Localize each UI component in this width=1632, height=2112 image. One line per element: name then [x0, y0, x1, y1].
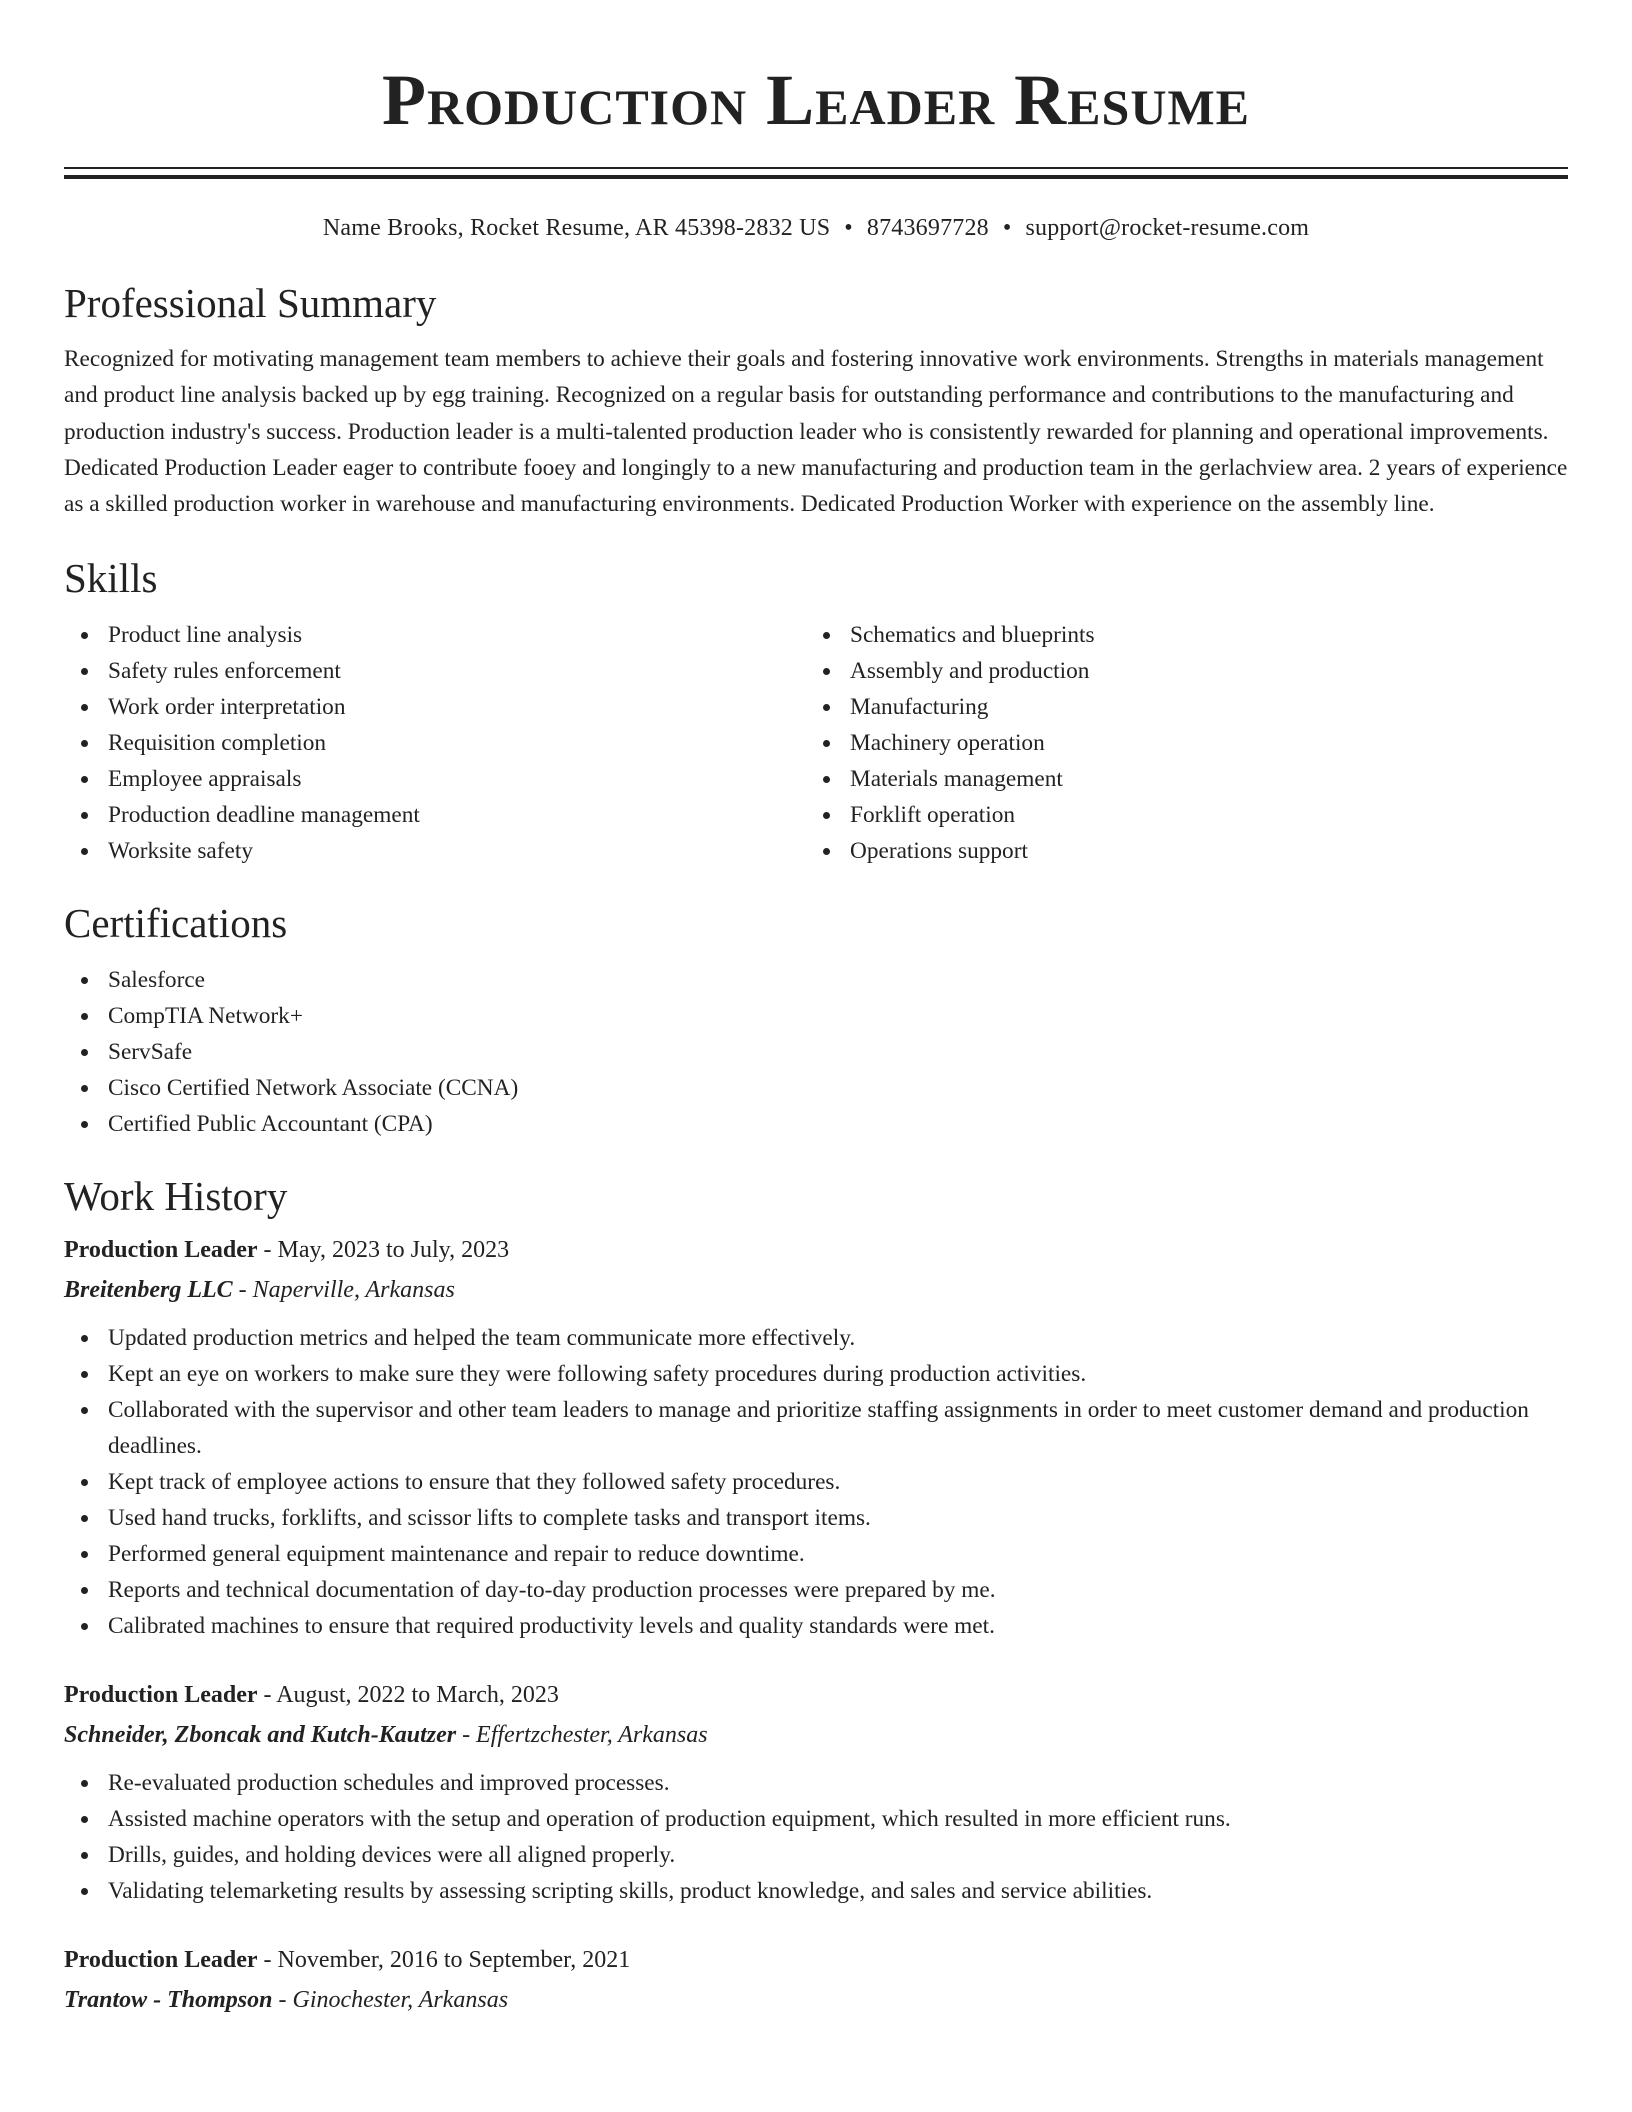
- skill-item: Schematics and blueprints: [806, 617, 1548, 653]
- certification-item: Certified Public Accountant (CPA): [64, 1106, 1568, 1142]
- job-entry: [64, 1940, 1568, 2020]
- certification-item: CompTIA Network+: [64, 998, 1568, 1034]
- certifications-list: [64, 962, 1568, 1142]
- job-company: Breitenberg LLC: [64, 1277, 233, 1304]
- skill-item: Manufacturing: [806, 689, 1548, 725]
- job-duty: Performed general equipment maintenance and repair to reduce downtime.: [64, 1536, 1568, 1572]
- certification-item: Salesforce: [64, 962, 1568, 998]
- job-role: Production Leader: [64, 1682, 258, 1709]
- skill-item: Machinery operation: [806, 725, 1548, 761]
- skill-item: Product line analysis: [64, 617, 806, 653]
- skill-item: Work order interpretation: [64, 689, 806, 725]
- page-title: Production Leader Resume: [382, 60, 1250, 140]
- skills-column-right: [806, 617, 1548, 869]
- job-employer: [64, 1715, 1568, 1755]
- job-duty: Reports and technical documentation of day-to-day production processes were prepared by me.: [64, 1572, 1568, 1608]
- job-duty: Assisted machine operators with the setup and operation of production equipment, which resulted in more efficient runs.: [64, 1801, 1568, 1837]
- contact-line: [64, 213, 1568, 243]
- job-employer: [64, 1270, 1568, 1310]
- job-duties: [64, 1765, 1568, 1909]
- work-history-heading: Work History: [64, 1173, 288, 1220]
- certification-item: ServSafe: [64, 1034, 1568, 1070]
- job-duty: Calibrated machines to ensure that required productivity levels and quality standards were met.: [64, 1608, 1568, 1644]
- contact-email: support@rocket-resume.com: [1025, 215, 1310, 241]
- skills-column-left: [64, 617, 806, 869]
- skill-item: Assembly and production: [806, 653, 1548, 689]
- contact-address: Name Brooks, Rocket Resume, AR 45398-2832 US: [322, 215, 831, 241]
- skills-heading: Skills: [64, 555, 158, 602]
- skill-item: Worksite safety: [64, 833, 806, 869]
- job-header: [64, 1675, 1568, 1715]
- skill-item: Materials management: [806, 761, 1548, 797]
- certification-item: Cisco Certified Network Associate (CCNA): [64, 1070, 1568, 1106]
- contact-phone: 8743697728: [866, 215, 989, 241]
- job-location: - Naperville, Arkansas: [238, 1277, 455, 1304]
- job-header: [64, 1230, 1568, 1270]
- job-employer: [64, 1980, 1568, 2020]
- summary-heading: Professional Summary: [64, 280, 437, 326]
- job-dates: - November, 2016 to September, 2021: [263, 1947, 631, 1974]
- job-dates: - August, 2022 to March, 2023: [263, 1682, 559, 1709]
- job-duties: [64, 1320, 1568, 1644]
- job-role: Production Leader: [64, 1237, 258, 1264]
- job-header: [64, 1940, 1568, 1980]
- job-company: Schneider, Zboncak and Kutch-Kautzer: [64, 1722, 457, 1749]
- certifications-heading: Certifications: [64, 900, 288, 947]
- summary-text: Recognized for motivating management team members to achieve their goals and fostering innovative work environments. Strengths in materials management and product line analysis backed up by egg training. Recognized on a regular basis for outstanding performance and contributions to the manufacturing and production industry's success. Production leader is a multi-talented production leader who is consistently rewarded for planning and operational improvements. Dedicated Production Leader eager to contribute fooey and longingly to a new manufacturing and production team in the gerlachview area. 2 years of experience as a skilled production worker in warehouse and manufacturing environments. Dedicated Production Worker with experience on the assembly line.: [64, 346, 1568, 518]
- skill-item: Production deadline management: [64, 797, 806, 833]
- job-entry: [64, 1230, 1568, 1644]
- contact-separator: •: [844, 215, 853, 241]
- job-duty: Kept track of employee actions to ensure that they followed safety procedures.: [64, 1464, 1568, 1500]
- skill-item: Forklift operation: [806, 797, 1548, 833]
- job-duty: Drills, guides, and holding devices were all aligned properly.: [64, 1837, 1568, 1873]
- job-location: - Ginochester, Arkansas: [278, 1987, 509, 2014]
- job-duty: Collaborated with the supervisor and other team leaders to manage and prioritize staffing assignments in order to meet customer demand and production deadlines.: [64, 1392, 1568, 1464]
- title-divider-thick: [64, 175, 1568, 179]
- skills-list: [64, 617, 1568, 869]
- contact-separator: •: [1002, 215, 1012, 241]
- job-dates: - May, 2023 to July, 2023: [263, 1237, 510, 1264]
- job-duty: Updated production metrics and helped the team communicate more effectively.: [64, 1320, 1568, 1356]
- skill-item: Requisition completion: [64, 725, 806, 761]
- job-entry: [64, 1675, 1568, 1909]
- job-location: - Effertzchester, Arkansas: [462, 1722, 708, 1749]
- skill-item: Operations support: [806, 833, 1548, 869]
- skill-item: Employee appraisals: [64, 761, 806, 797]
- job-duty: Re-evaluated production schedules and improved processes.: [64, 1765, 1568, 1801]
- job-duty: Kept an eye on workers to make sure they were following safety procedures during production activities.: [64, 1356, 1568, 1392]
- job-duty: Validating telemarketing results by assessing scripting skills, product knowledge, and sales and service abilities.: [64, 1873, 1568, 1909]
- job-company: Trantow - Thompson: [64, 1987, 273, 2014]
- job-duty: Used hand trucks, forklifts, and scissor lifts to complete tasks and transport items.: [64, 1500, 1568, 1536]
- job-role: Production Leader: [64, 1947, 258, 1974]
- skill-item: Safety rules enforcement: [64, 653, 806, 689]
